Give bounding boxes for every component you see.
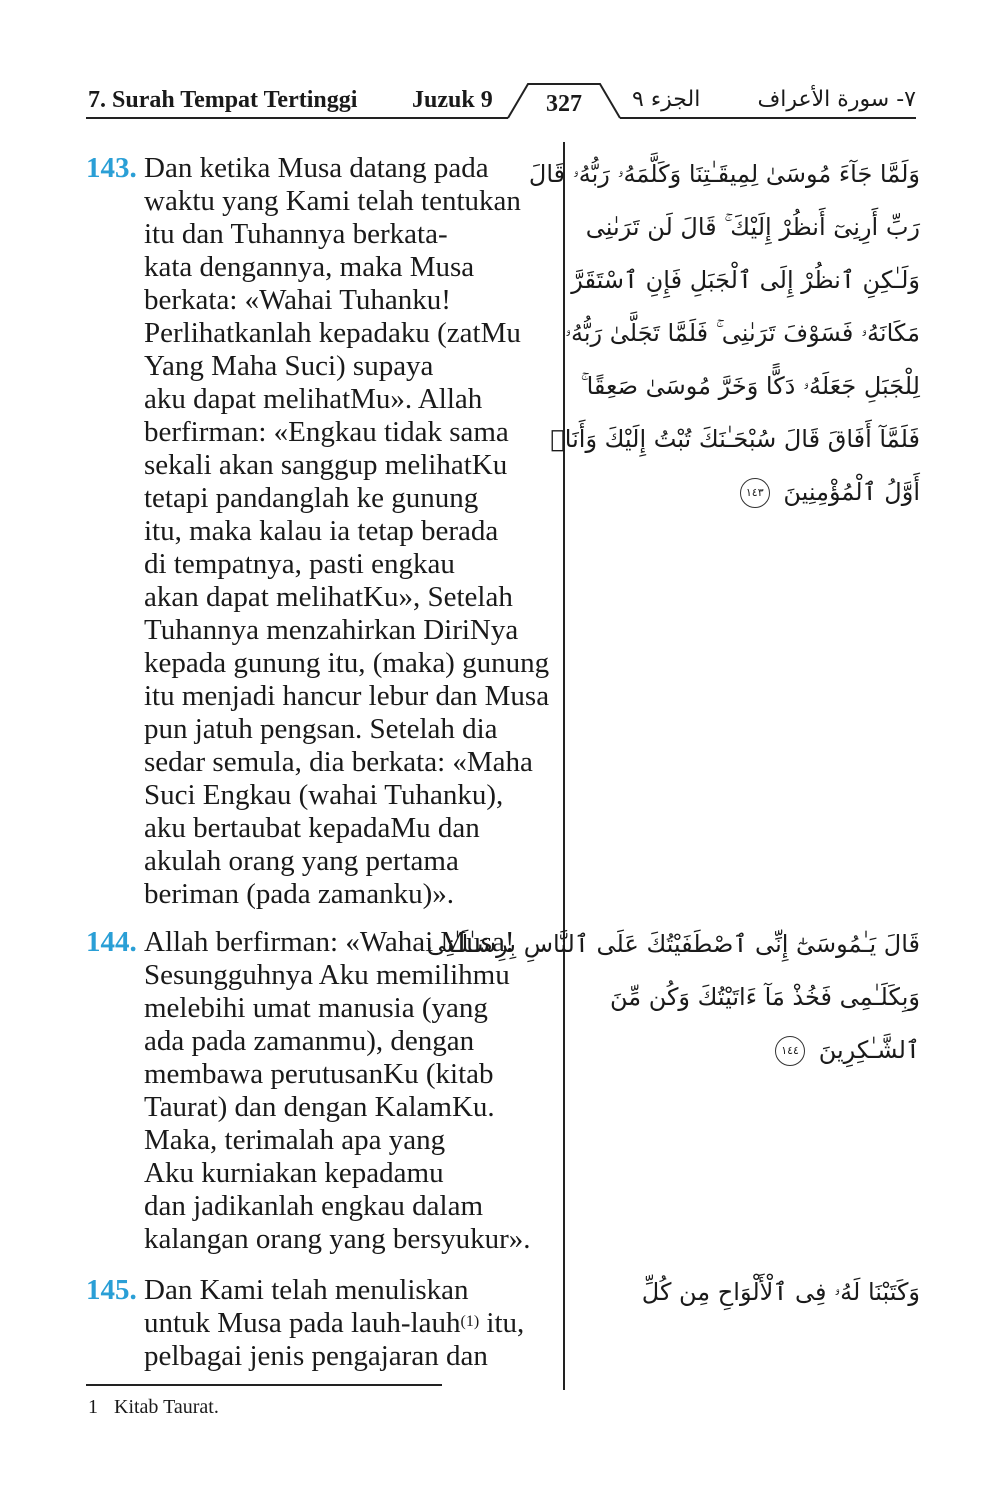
footnote-text: Kitab Taurat. [114, 1396, 219, 1418]
verse-line: di tempatnya, pasti engkau [144, 548, 455, 580]
verse-line: Dan ketika Musa datang pada [144, 152, 489, 184]
verse-line: pun jatuh pengsan. Setelah dia [144, 713, 498, 745]
verse-line: kepada gunung itu, (maka) gunung [144, 647, 550, 679]
verse-line: akan dapat melihatKu», Setelah [144, 581, 513, 613]
arabic-line: وَلَمَّا جَآءَ مُوسَىٰ لِمِيقَـٰتِنَا وَكَلَّمَهُۥ رَبُّهُۥ قَالَ [528, 160, 920, 188]
verse-line: pelbagai jenis pengajaran dan [144, 1340, 488, 1372]
verse-line: itu menjadi hancur lebur dan Musa [144, 680, 550, 712]
arabic-line: قَالَ يَـٰمُوسَىٰٓ إِنِّى ٱصْطَفَيْتُكَ عَلَى ٱلنَّاسِ بِرِسَـٰلَـٰتِى [426, 930, 920, 958]
verse-text [144, 926, 558, 1256]
verse-line [144, 1307, 558, 1340]
verse-text [144, 1274, 558, 1373]
verse-line: beriman (pada zamanku)». [144, 878, 454, 910]
verse-line-part: untuk Musa pada lauh-lauh [144, 1307, 461, 1339]
arabic-line: وَكَتَبْنَا لَهُۥ فِى ٱلْأَلْوَاحِ مِن كُلِّ [641, 1278, 920, 1306]
verse-number: 145. [86, 1274, 137, 1306]
verse-line: ada pada zamanmu), dengan [144, 1025, 475, 1057]
ayah-marker-icon: ١٤٣ [740, 478, 770, 508]
ayah-marker-icon: ١٤٤ [775, 1036, 805, 1066]
arabic-line: رَبِّ أَرِنِىٓ أَنظُرْ إِلَيْكَ ۚ قَالَ لَن تَرَىٰنِى [585, 213, 920, 241]
verse-line: Sesungguhnya Aku memilihmu [144, 959, 510, 991]
arabic-text: أَوَّلُ ٱلْمُؤْمِنِينَ [783, 478, 920, 506]
verse-line: aku dapat melihatMu». Allah [144, 383, 483, 415]
arabic-line: وَلَـٰكِنِ ٱنظُرْ إِلَى ٱلْجَبَلِ فَإِنِ ٱسْتَقَرَّ [571, 266, 920, 294]
verse-line: membawa perutusanKu (kitab [144, 1058, 494, 1090]
verse-line: Allah berfirman: «Wahai Musa! [144, 926, 515, 958]
verse-line: sekali akan sanggup melihatKu [144, 449, 508, 481]
verse-144-arabic [426, 918, 920, 1077]
verse-line: waktu yang Kami telah tentukan [144, 185, 521, 217]
verse-line: Yang Maha Suci) supaya [144, 350, 434, 382]
arabic-text: ٱلشَّـٰكِرِينَ [818, 1036, 920, 1064]
verse-143-translation [86, 152, 558, 911]
verse-text [144, 152, 558, 911]
verse-line: itu, maka kalau ia tetap berada [144, 515, 499, 547]
verse-144-translation [86, 926, 558, 1256]
verse-145-arabic [590, 1266, 920, 1319]
surah-title-latin: 7. Surah Tempat Tertinggi [88, 87, 358, 113]
footnote-rule [86, 1384, 442, 1386]
verse-line: Dan Kami telah menuliskan [144, 1274, 469, 1306]
footnote [88, 1394, 219, 1420]
arabic-line-last [590, 1024, 920, 1077]
verse-line: melebihi umat manusia (yang [144, 992, 488, 1024]
verse-line: Tuhannya menzahirkan DiriNya [144, 614, 519, 646]
arabic-line: لِلْجَبَلِ جَعَلَهُۥ دَكًّا وَخَرَّ مُوسَىٰ صَعِقًا ۚ [580, 372, 920, 400]
verse-line: Maka, terimalah apa yang [144, 1124, 446, 1156]
verse-line: kata dengannya, maka Musa [144, 251, 475, 283]
verse-line: akulah orang yang pertama [144, 845, 459, 877]
verse-line: itu dan Tuhannya berkata- [144, 218, 448, 250]
juz-label-arabic: الجزء ٩ [632, 87, 701, 112]
verse-line-part: itu, [479, 1307, 525, 1339]
verse-line: aku bertaubat kepadaMu dan [144, 812, 480, 844]
verse-line: Suci Engkau (wahai Tuhanku), [144, 779, 504, 811]
verse-line: Taurat) dan dengan KalamKu. [144, 1091, 495, 1123]
arabic-line-last [590, 466, 920, 519]
page-number: 327 [546, 91, 582, 117]
verse-line: Aku kurniakan kepadamu [144, 1157, 444, 1189]
verse-line: berkata: «Wahai Tuhanku! [144, 284, 451, 316]
verse-line: sedar semula, dia berkata: «Maha [144, 746, 533, 778]
footnote-marker[interactable]: (1) [460, 1313, 480, 1330]
footnote-number: 1 [88, 1396, 98, 1418]
verse-line: tetapi pandanglah ke gunung [144, 482, 479, 514]
arabic-line: مَكَانَهُۥ فَسَوْفَ تَرَىٰنِى ۚ فَلَمَّا تَجَلَّىٰ رَبُّهُۥ [565, 319, 920, 347]
verse-143-arabic [528, 148, 920, 519]
surah-title-arabic: ٧- سورة الأعراف [757, 87, 916, 112]
verse-145-translation [86, 1274, 558, 1373]
arabic-line: فَلَمَّآ أَفَاقَ قَالَ سُبْحَـٰنَكَ تُبْتُ إِلَيْكَ وَأَنَا۠ [550, 425, 920, 453]
verse-line: dan jadikanlah engkau dalam [144, 1190, 484, 1222]
verse-line: Perlihatkanlah kepadaku (zatMu [144, 317, 521, 349]
verse-number: 143. [86, 152, 137, 184]
juz-label-latin: Juzuk 9 [412, 87, 493, 113]
verse-line: berfirman: «Engkau tidak sama [144, 416, 509, 448]
verse-number: 144. [86, 926, 137, 958]
verse-line: kalangan orang yang bersyukur». [144, 1223, 531, 1255]
page-header [0, 0, 1000, 130]
arabic-line: وَبِكَلَـٰمِى فَخُذْ مَآ ءَاتَيْتُكَ وَكُن مِّنَ [609, 983, 920, 1011]
